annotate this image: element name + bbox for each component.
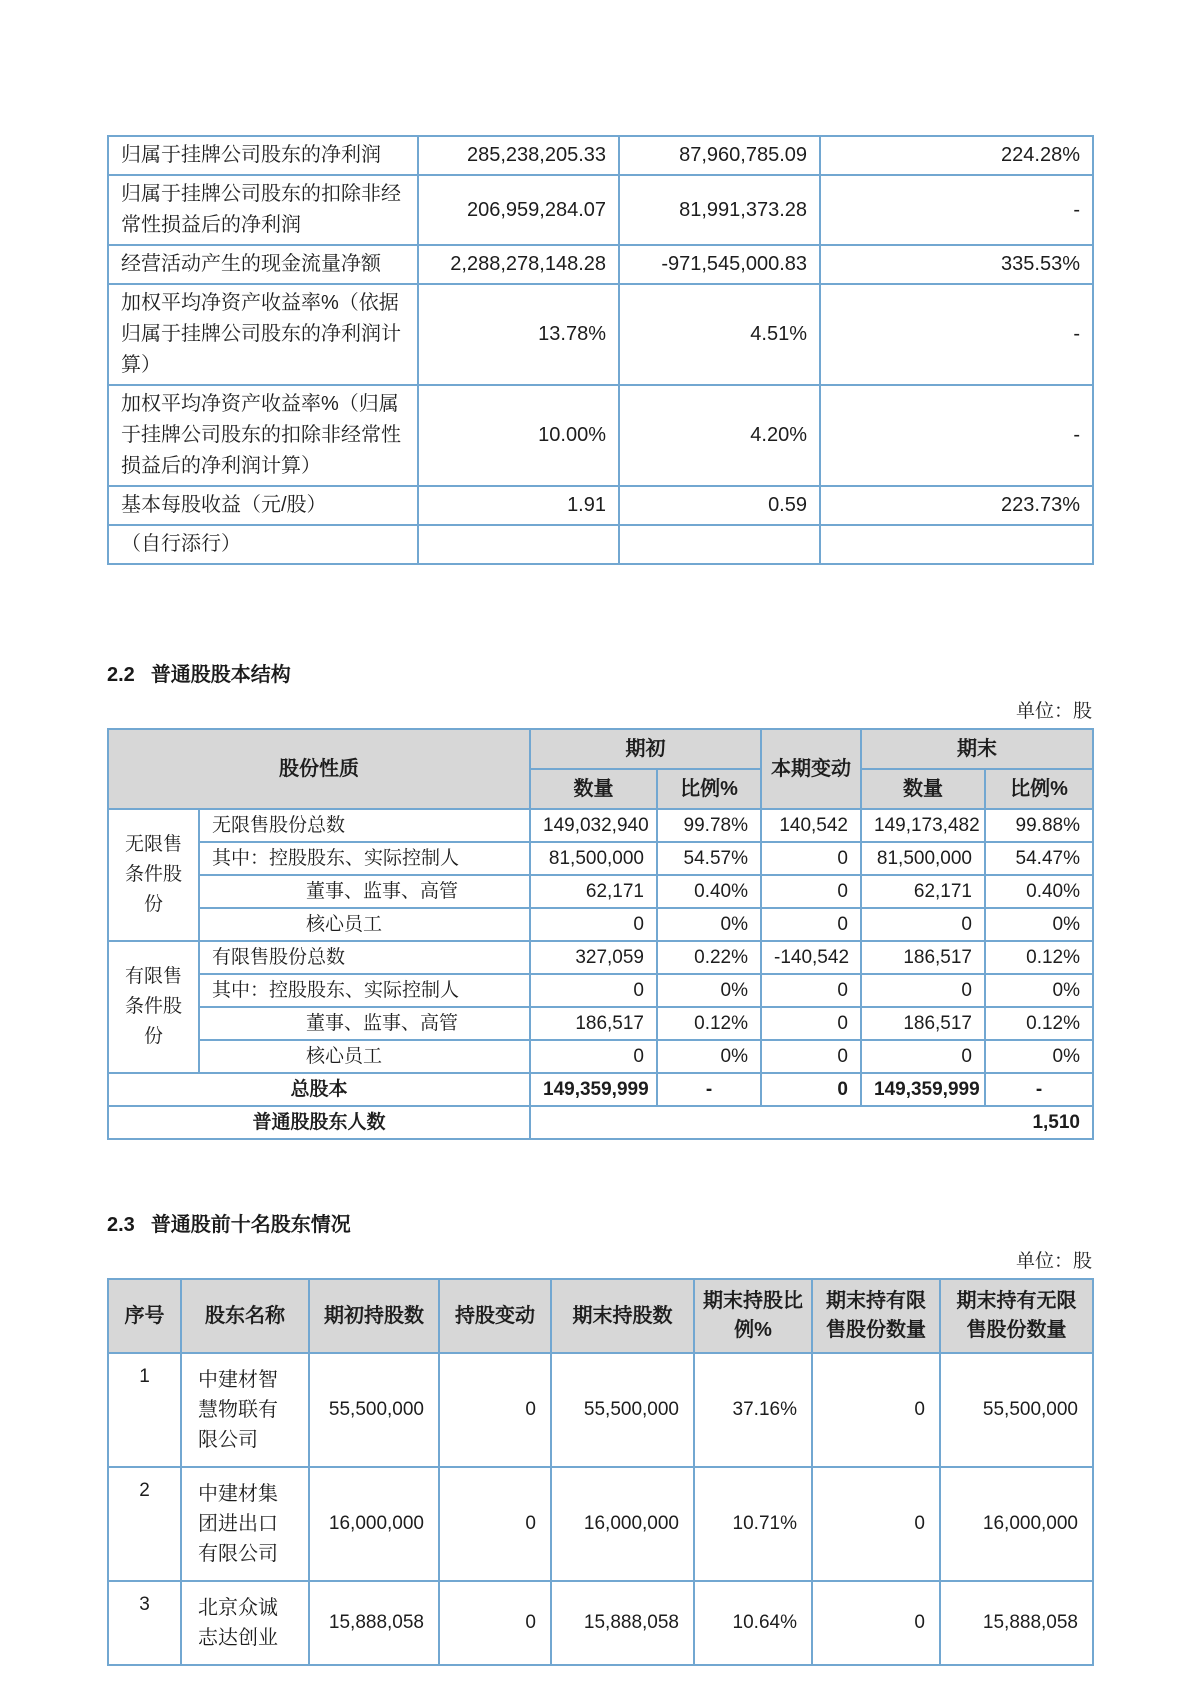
table-row [108,245,1093,284]
section-number: 2.2 [107,664,135,686]
share-change: 0 [439,1581,551,1665]
end-pct: 0.12% [985,1007,1093,1040]
metric-label: 加权平均净资产收益率%（依据归属于挂牌公司股东的净利润计算） [108,284,418,385]
row-label: 有限售股份总数 [199,941,530,974]
header-ratio: 比例% [657,769,761,809]
metric-current-value: 206,959,284.07 [418,175,619,245]
rank: 3 [108,1581,181,1665]
section-title: 普通股前十名股东情况 [150,1214,351,1236]
share-change: 0 [439,1467,551,1581]
end-qty: 81,500,000 [861,842,985,875]
begin-qty: 81,500,000 [530,842,657,875]
end-restricted: 0 [812,1353,940,1467]
table-row [108,136,1093,175]
metric-prior-value: 4.51% [619,284,820,385]
metric-label: 归属于挂牌公司股东的净利润 [108,136,418,175]
rank: 2 [108,1467,181,1581]
period-change: 140,542 [761,809,861,842]
end-shares: 15,888,058 [551,1581,694,1665]
header-ratio: 比例% [985,769,1093,809]
end-unrestricted: 15,888,058 [940,1581,1093,1665]
header-end-shares: 期末持股数 [551,1279,694,1353]
header-begin-shares: 期初持股数 [309,1279,439,1353]
period-change: 0 [761,1040,861,1073]
end-qty: 186,517 [861,1007,985,1040]
end-pct: 0% [985,974,1093,1007]
financial-summary-table [107,135,1094,565]
metric-prior-value: -971,545,000.83 [619,245,820,284]
end-pct: 0% [985,1040,1093,1073]
begin-pct: 99.78% [657,809,761,842]
metric-label: 加权平均净资产收益率%（归属于挂牌公司股东的扣除非经常性损益后的净利润计算） [108,385,418,486]
group-label-unrestricted: 无限售条件股份 [108,809,199,941]
header-period-change: 本期变动 [761,729,861,809]
end-qty: 0 [861,1040,985,1073]
end-pct: 0.40% [985,875,1093,908]
table-row [108,974,1093,1007]
row-label: 核心员工 [199,1040,530,1073]
table-row [108,809,1093,842]
end-pct: 0% [985,908,1093,941]
header-beginning: 期初 [530,729,761,769]
period-change: 0 [761,974,861,1007]
unit-label: 单位：股 [1015,701,1092,722]
metric-current-value: 10.00% [418,385,619,486]
end-qty: 149,173,482 [861,809,985,842]
row-label: 其中：控股股东、实际控制人 [199,974,530,1007]
header-ending: 期末 [861,729,1093,769]
header-row [108,729,1093,769]
metric-current-value: 2,288,278,148.28 [418,245,619,284]
metric-prior-value: 87,960,785.09 [619,136,820,175]
metric-label: 经营活动产生的现金流量净额 [108,245,418,284]
header-quantity: 数量 [530,769,657,809]
period-change: 0 [761,875,861,908]
begin-qty: 186,517 [530,1007,657,1040]
begin-shares: 15,888,058 [309,1581,439,1665]
begin-shares: 16,000,000 [309,1467,439,1581]
table-row [108,1353,1093,1467]
metric-prior-value: 81,991,373.28 [619,175,820,245]
end-restricted: 0 [812,1581,940,1665]
begin-qty: 327,059 [530,941,657,974]
table-row [108,525,1093,564]
table-row [108,486,1093,525]
begin-pct: 0.22% [657,941,761,974]
row-label: 董事、监事、高管 [199,1007,530,1040]
period-change: 0 [761,908,861,941]
shareholder-name: 北京众诚志达创业 [181,1581,309,1665]
end-qty: 0 [861,908,985,941]
metric-label: 归属于挂牌公司股东的扣除非经常性损益后的净利润 [108,175,418,245]
section-number: 2.3 [107,1214,135,1236]
header-share-change: 持股变动 [439,1279,551,1353]
table-row [108,175,1093,245]
end-pct: 99.88% [985,809,1093,842]
end-qty: 0 [861,974,985,1007]
group-label-restricted: 有限售条件股份 [108,941,199,1073]
row-label: 其中：控股股东、实际控制人 [199,842,530,875]
unit-label: 单位：股 [1015,1251,1092,1272]
begin-qty: 0 [530,974,657,1007]
end-shares: 16,000,000 [551,1467,694,1581]
share-change: 0 [439,1353,551,1467]
metric-prior-value: 0.59 [619,486,820,525]
begin-shares: 55,500,000 [309,1353,439,1467]
table-row [108,1467,1093,1581]
end-qty: 62,171 [861,875,985,908]
share-structure-table [107,728,1094,1140]
section-2-2-heading [107,658,1092,687]
metric-prior-value [619,525,820,564]
table-row [108,908,1093,941]
shareholder-name: 中建材集团进出口有限公司 [181,1467,309,1581]
page-content [107,135,1092,1666]
header-row [108,1279,1093,1353]
begin-pct: 0.40% [657,875,761,908]
metric-current-value: 13.78% [418,284,619,385]
end-pct: 10.64% [694,1581,812,1665]
row-label: 无限售股份总数 [199,809,530,842]
metric-current-value [418,525,619,564]
holders-row [108,1106,1093,1139]
period-change: 0 [761,842,861,875]
rank: 1 [108,1353,181,1467]
metric-prior-value: 4.20% [619,385,820,486]
metric-change-value: 224.28% [820,136,1093,175]
metric-change-value [820,525,1093,564]
end-qty: 186,517 [861,941,985,974]
header-shareholder-name: 股东名称 [181,1279,309,1353]
table-row [108,842,1093,875]
shareholder-name: 中建材智慧物联有限公司 [181,1353,309,1467]
end-restricted: 0 [812,1467,940,1581]
holders-count: 1,510 [530,1106,1093,1139]
header-end-pct: 期末持股比例% [694,1279,812,1353]
header-index: 序号 [108,1279,181,1353]
end-pct: 54.47% [985,842,1093,875]
top-shareholders-table [107,1278,1094,1666]
table-row [108,284,1093,385]
table-row [108,1581,1093,1665]
table-row [108,875,1093,908]
end-pct: 37.16% [694,1353,812,1467]
total-begin-pct: - [657,1073,761,1106]
metric-change-value: 335.53% [820,245,1093,284]
begin-pct: 0% [657,908,761,941]
metric-label: 基本每股收益（元/股） [108,486,418,525]
begin-qty: 149,032,940 [530,809,657,842]
table-row [108,385,1093,486]
section-title: 普通股股本结构 [150,664,291,686]
end-shares: 55,500,000 [551,1353,694,1467]
end-pct: 10.71% [694,1467,812,1581]
table-row [108,1040,1093,1073]
end-pct: 0.12% [985,941,1093,974]
table-row [108,1007,1093,1040]
header-quantity: 数量 [861,769,985,809]
header-end-unrestricted: 期末持有无限售股份数量 [940,1279,1093,1353]
begin-pct: 0% [657,974,761,1007]
end-unrestricted: 16,000,000 [940,1467,1093,1581]
metric-label: （自行添行） [108,525,418,564]
total-label: 总股本 [108,1073,530,1106]
metric-change-value: 223.73% [820,486,1093,525]
holders-label: 普通股股东人数 [108,1106,530,1139]
end-unrestricted: 55,500,000 [940,1353,1093,1467]
row-label: 核心员工 [199,908,530,941]
begin-qty: 0 [530,1040,657,1073]
period-change: -140,542 [761,941,861,974]
begin-qty: 0 [530,908,657,941]
total-end-pct: - [985,1073,1093,1106]
metric-change-value: - [820,175,1093,245]
metric-current-value: 285,238,205.33 [418,136,619,175]
table-row [108,941,1093,974]
begin-qty: 62,171 [530,875,657,908]
total-begin-qty: 149,359,999 [530,1073,657,1106]
metric-change-value: - [820,284,1093,385]
begin-pct: 54.57% [657,842,761,875]
total-period-change: 0 [761,1073,861,1106]
metric-change-value: - [820,385,1093,486]
total-end-qty: 149,359,999 [861,1073,985,1106]
period-change: 0 [761,1007,861,1040]
section-2-3-heading [107,1208,1092,1237]
header-end-restricted: 期末持有限售股份数量 [812,1279,940,1353]
header-share-nature: 股份性质 [108,729,530,809]
begin-pct: 0.12% [657,1007,761,1040]
metric-current-value: 1.91 [418,486,619,525]
total-row [108,1073,1093,1106]
begin-pct: 0% [657,1040,761,1073]
row-label: 董事、监事、高管 [199,875,530,908]
